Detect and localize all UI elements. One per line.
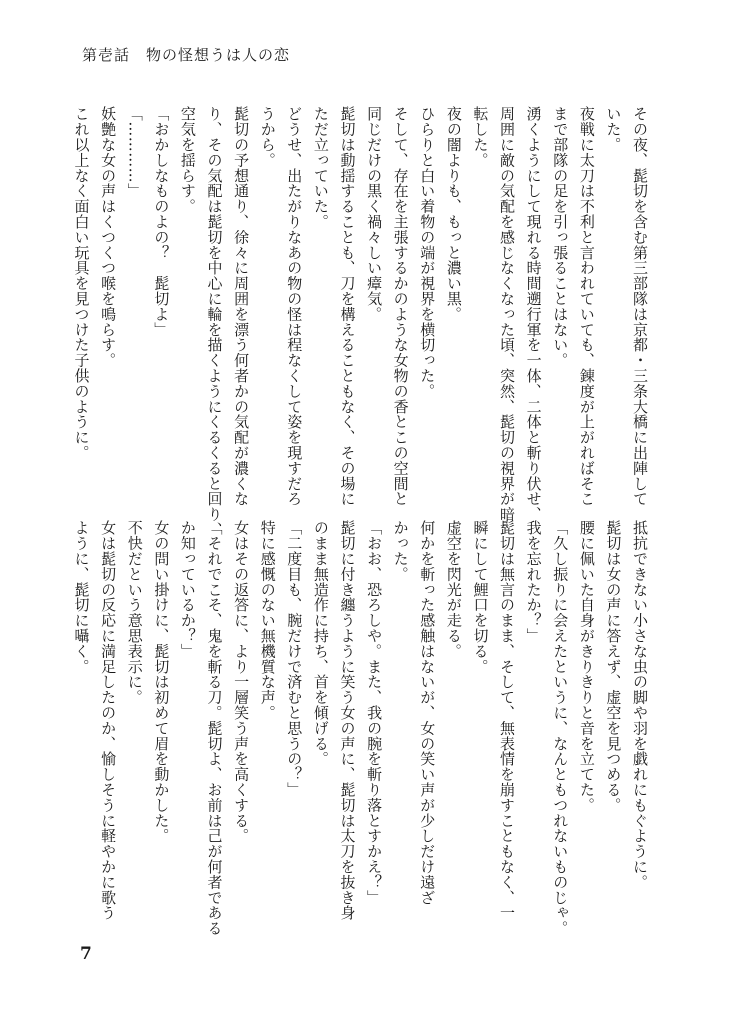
text-line: 腰に佩いた自身がきりきりと音を立てた。 <box>577 520 596 813</box>
text-line: 湧くようにして現れる時間遡行軍を一体、二体と斬り伏せ、 <box>524 106 543 522</box>
text-line: 夜の闇よりも、もっと濃い黒。 <box>444 106 463 322</box>
text-line: 「それでこそ、鬼を斬る刀。髭切よ、お前は己が何者である <box>205 520 224 936</box>
text-line: 女はその返答に、より一層笑う声を高くする。 <box>232 520 251 844</box>
text-line: 我を忘れたか？」 <box>524 520 543 644</box>
text-line: そして、存在を主張するかのような女物の香とこの空間と <box>391 106 410 507</box>
text-line: ように、髭切に囁く。 <box>72 520 91 674</box>
text-line: 周囲に敵の気配を感じなくなった頃、突然、髭切の視界が暗 <box>498 106 517 522</box>
upper-text-block <box>72 106 653 538</box>
text-line: 空気を揺らす。 <box>178 106 197 214</box>
text-line: 不快だという意思表示に。 <box>125 520 144 705</box>
text-line: どうせ、出たがりなあの物の怪は程なくして姿を現すだろ <box>285 106 304 507</box>
text-line: 髭切に付き纏うように笑う女の声に、髭切は太刀を抜き身 <box>338 520 357 921</box>
text-line: 特に感慨のない無機質な声。 <box>258 520 277 721</box>
running-header: 第壱話 物の怪想うは人の恋 <box>82 46 291 64</box>
text-line: 「おかしなものよの？ 髭切よ」 <box>152 106 171 337</box>
text-line: かった。 <box>391 520 410 582</box>
text-line: 髭切の予想通り、徐々に周囲を漂う何者かの気配が濃くな <box>232 106 251 507</box>
text-line: 髭切は無言のまま、そして、無表情を崩すこともなく、一 <box>498 520 517 921</box>
text-line: 虚空を閃光が走る。 <box>444 520 463 659</box>
text-line: り、その気配は髭切を中心に輪を描くようにくるくると回り、 <box>205 106 224 538</box>
text-line: のまま無造作に持ち、首を傾げる。 <box>311 520 330 767</box>
text-line: 髭切は女の声に答えず、虚空を見つめる。 <box>604 520 623 813</box>
text-line: か知っているか？」 <box>178 520 197 659</box>
text-line: 夜戦に太刀は不利と言われていても、錬度が上がればそこ <box>577 106 596 507</box>
text-line: これ以上なく面白い玩具を見つけた子供のように。 <box>72 106 91 461</box>
text-line: 女は髭切の反応に満足したのか、愉しそうに軽やかに歌う <box>99 520 118 921</box>
text-line: 瞬にして鯉口を切る。 <box>471 520 490 674</box>
text-line: まで部隊の足を引っ張ることはない。 <box>551 106 570 368</box>
text-line: 転した。 <box>471 106 490 168</box>
page-number: 7 <box>80 944 92 964</box>
text-line: 「二度目も、腕だけで済むと思うの？」 <box>285 520 304 798</box>
text-line: うから。 <box>258 106 277 168</box>
text-line: 同じだけの黒く禍々しい瘴気。 <box>365 106 384 322</box>
text-line: 女の問い掛けに、髭切は初めて眉を動かした。 <box>152 520 171 844</box>
text-line: 「久し振りに会えたというに、なんともつれないものじゃ。 <box>551 520 570 936</box>
text-line: 何かを斬った感触はないが、女の笑い声が少しだけ遠ざ <box>418 520 437 905</box>
text-line: 髭切は動揺することも、刀を構えることもなく、その場に <box>338 106 357 507</box>
lower-text-block <box>72 520 653 936</box>
text-line: その夜、髭切を含む第三部隊は京都・三条大橋に出陣して <box>631 106 649 507</box>
text-line: 「おお、恐ろしや。また、我の腕を斬り落とすかえ？」 <box>365 520 384 905</box>
text-line: ただ立っていた。 <box>311 106 330 230</box>
text-line: ひらりと白い着物の端が視界を横切った。 <box>418 106 437 399</box>
text-line: 抵抗できない小さな虫の脚や羽を戯れにもぐように。 <box>631 520 649 890</box>
text-line: いた。 <box>604 106 623 153</box>
text-line: 妖艶な女の声はくつくつ喉を鳴らす。 <box>99 106 118 368</box>
text-line: 「…………」 <box>125 106 144 199</box>
